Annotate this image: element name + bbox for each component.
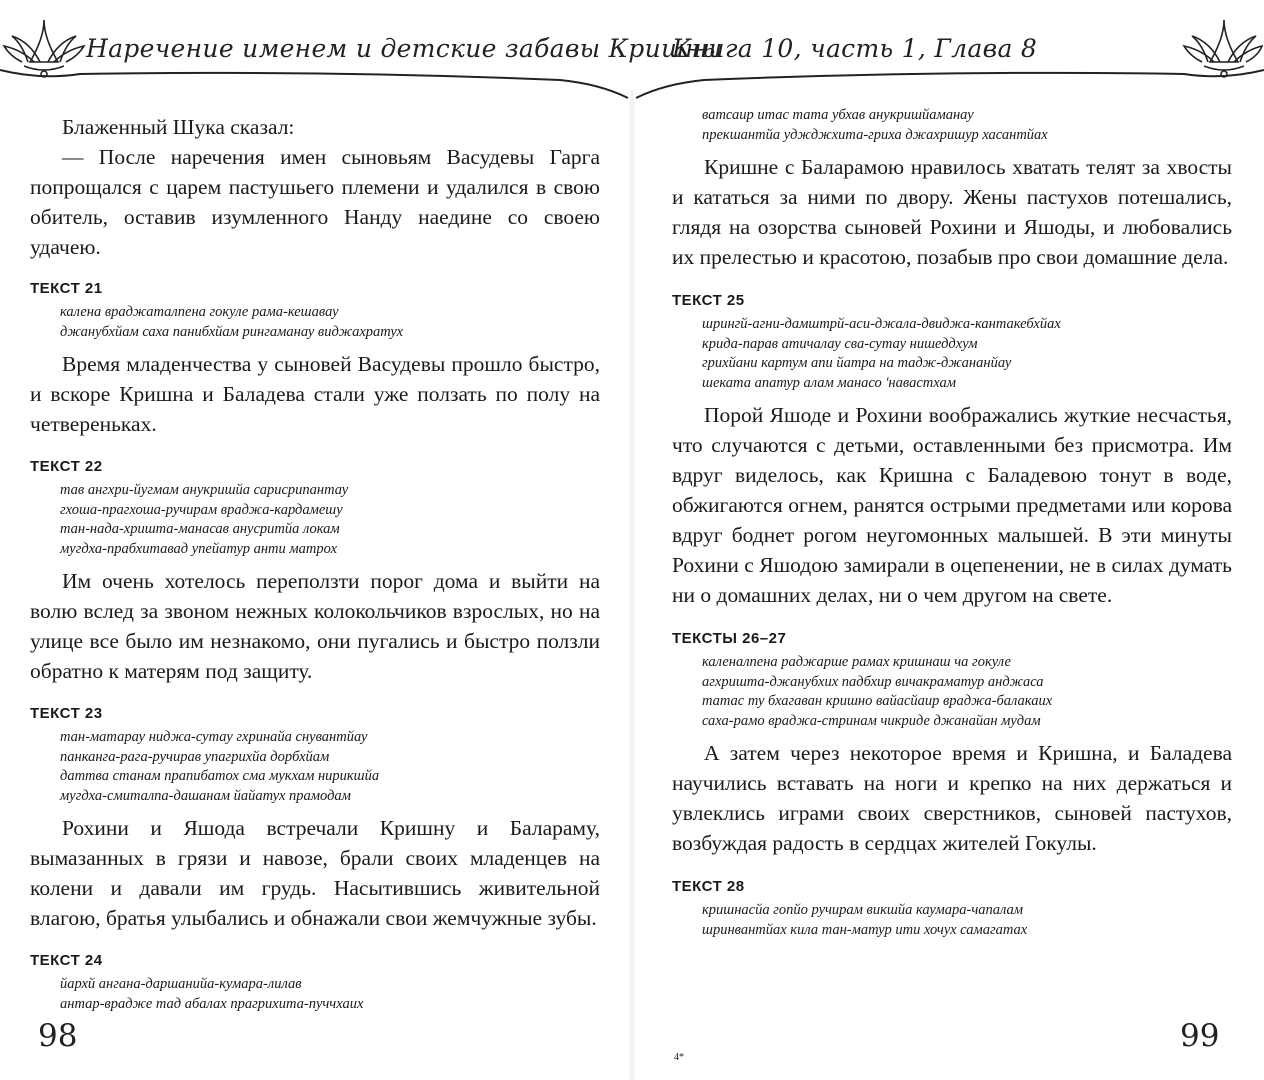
running-head-left: Наречение именем и детские забавы Кришны [86,34,723,63]
verse-line: йархй ангана-даршанийа-кумара-лилав [60,976,302,992]
verse-line: грихйани картум апи йатра на тадж-джананйау [702,355,1012,371]
verse-label-24: ТЕКСТ 24 [30,952,103,969]
verse-line: шеката апатур алам манасо 'навастхам [702,374,956,391]
verse-line: антар-врадже тад абалах прагрихита-пуччхаих [60,995,364,1012]
translation-26-27: А затем через некоторое время и Кришна, и Баладева научились вставать на ноги и крепко на них держаться и увлеклись играми своих сверстников, сыновей пастухов, возбуждая радость в сердцах жителей Гокулы. [672,741,1232,855]
right-lotus-icon [1184,20,1262,77]
verse-line: тав ангхри-йугмам анукришйа сарисрипантау [60,482,349,498]
verse-line: джанубхйам саха панибхйам рингаманау виджахратух [60,323,404,340]
verse-line: гхоша-прагхоша-ручирам враджа-кардамешу [60,501,343,518]
verse-line: агхришта-джанубхих падбхир вичакраматур анджаса [702,673,1044,690]
verse-label-22: ТЕКСТ 22 [30,458,103,475]
verse-line: шрингй-агни-дамштрй-аси-джала-двиджа-кантакебхйах [702,316,1061,332]
verse-line: даттва станам прапибатох сма мукхам нирикшйа [60,768,380,784]
signature-mark: 4* [674,1052,684,1063]
verse-line: панканга-рага-ручирав упагрихйа дорбхйам [60,748,330,765]
page-number-left: 98 [38,1018,78,1054]
translation-24: Кришне с Баларамою нравилось хватать телят за хвосты и кататься за ними по двору. Жены пастухов потешались, глядя на озорства сыновей Рохини и Яшоды, и любовались их прелестью и красотою, позабыв про свои домашние дела. [672,155,1232,269]
right-header-rule [636,70,1264,98]
verse-line: шринвантйах кила тан-матур ити хочух самагатах [702,921,1028,938]
intro-paragraph: — После наречения имен сыновьям Васудевы Гарга попрощался с царем пастушьего племени и удалился в свою обитель, оставив изумленного Нанду наедине со своею удачею. [30,145,600,259]
verse-line: мугдха-прабхитавад упейатур анти матрох [60,540,338,557]
verse-line: ватсаир итас тата убхав анукришйаманау [702,107,974,123]
verse-line: татас ту бхагаван кришно вайасйаир враджа-балакаих [702,693,1053,709]
left-header-rule [0,70,628,98]
verse-line: мугдха-смиталпа-дашанам йайатух прамодам [60,787,351,804]
verse-line: прекшантйа уджджхита-гриха джахришур хасантйах [702,126,1048,143]
right-page-column [672,100,1232,940]
book-gutter [628,90,636,1080]
verse-line: саха-рамо враджа-стринам чикриде джанайан мудам [702,712,1041,729]
left-lotus-icon [4,20,84,77]
left-page-column [30,100,600,1014]
verse-line: тан-матарау ниджа-сутау гхринайа снувантйау [60,729,368,745]
translation-22: Им очень хотелось переползти порог дома и выйти на волю вслед за звоном нежных колокольчиков взрослых, но на улице все было им незнакомо, они пугались и быстро ползли обратно к матерям под защиту. [30,569,600,683]
translation-23: Рохини и Яшода встречали Кришну и Балараму, вымазанных в грязи и навозе, брали своих младенцев на колени и давали им грудь. Насытившись живительной влагою, братья улыбались и обнажали свои жемчужные зубы. [30,816,600,930]
page-number-right: 99 [1180,1018,1220,1054]
verse-label-25: ТЕКСТ 25 [672,292,745,309]
verse-line: калена враджаталпена гокуле рама-кешавау [60,304,339,320]
running-head-right: Книга 10, часть 1, Глава 8 [672,34,1038,63]
verse-label-26-27: ТЕКСТЫ 26–27 [672,630,787,647]
verse-line: кришнасйа гопйо ручирам викшйа каумара-чапалам [702,902,1024,918]
verse-line: крида-парав атичалау сва-сутау нишеддхум [702,335,978,352]
translation-25: Порой Яшоде и Рохини воображались жуткие несчастья, что случаются с детьми, оставленными без присмотра. Им вдруг виделось, как Кришна с Баладевою тонут в воде, обжигаются огнем, ранятся острыми предметами или корова вдруг боднет рогом неугомонных малышей. В эти минуты Рохини с Яшодою замирали в оцепенении, не в силах думать ни о домашних делах, ни о чем другом на свете. [672,403,1232,607]
verse-label-28: ТЕКСТ 28 [672,878,745,895]
verse-label-21: ТЕКСТ 21 [30,280,103,297]
verse-line: каленалпена раджарше рамах кришнаш ча гокуле [702,654,1011,670]
intro-speaker: Блаженный Шука сказал: [62,115,295,139]
verse-line: тан-нада-хришта-манасав анусритйа локам [60,521,340,537]
translation-21: Время младенчества у сыновей Васудевы прошло быстро, и вскоре Кришна и Баладева стали уже ползать по полу на четвереньках. [30,352,600,436]
verse-label-23: ТЕКСТ 23 [30,705,103,722]
